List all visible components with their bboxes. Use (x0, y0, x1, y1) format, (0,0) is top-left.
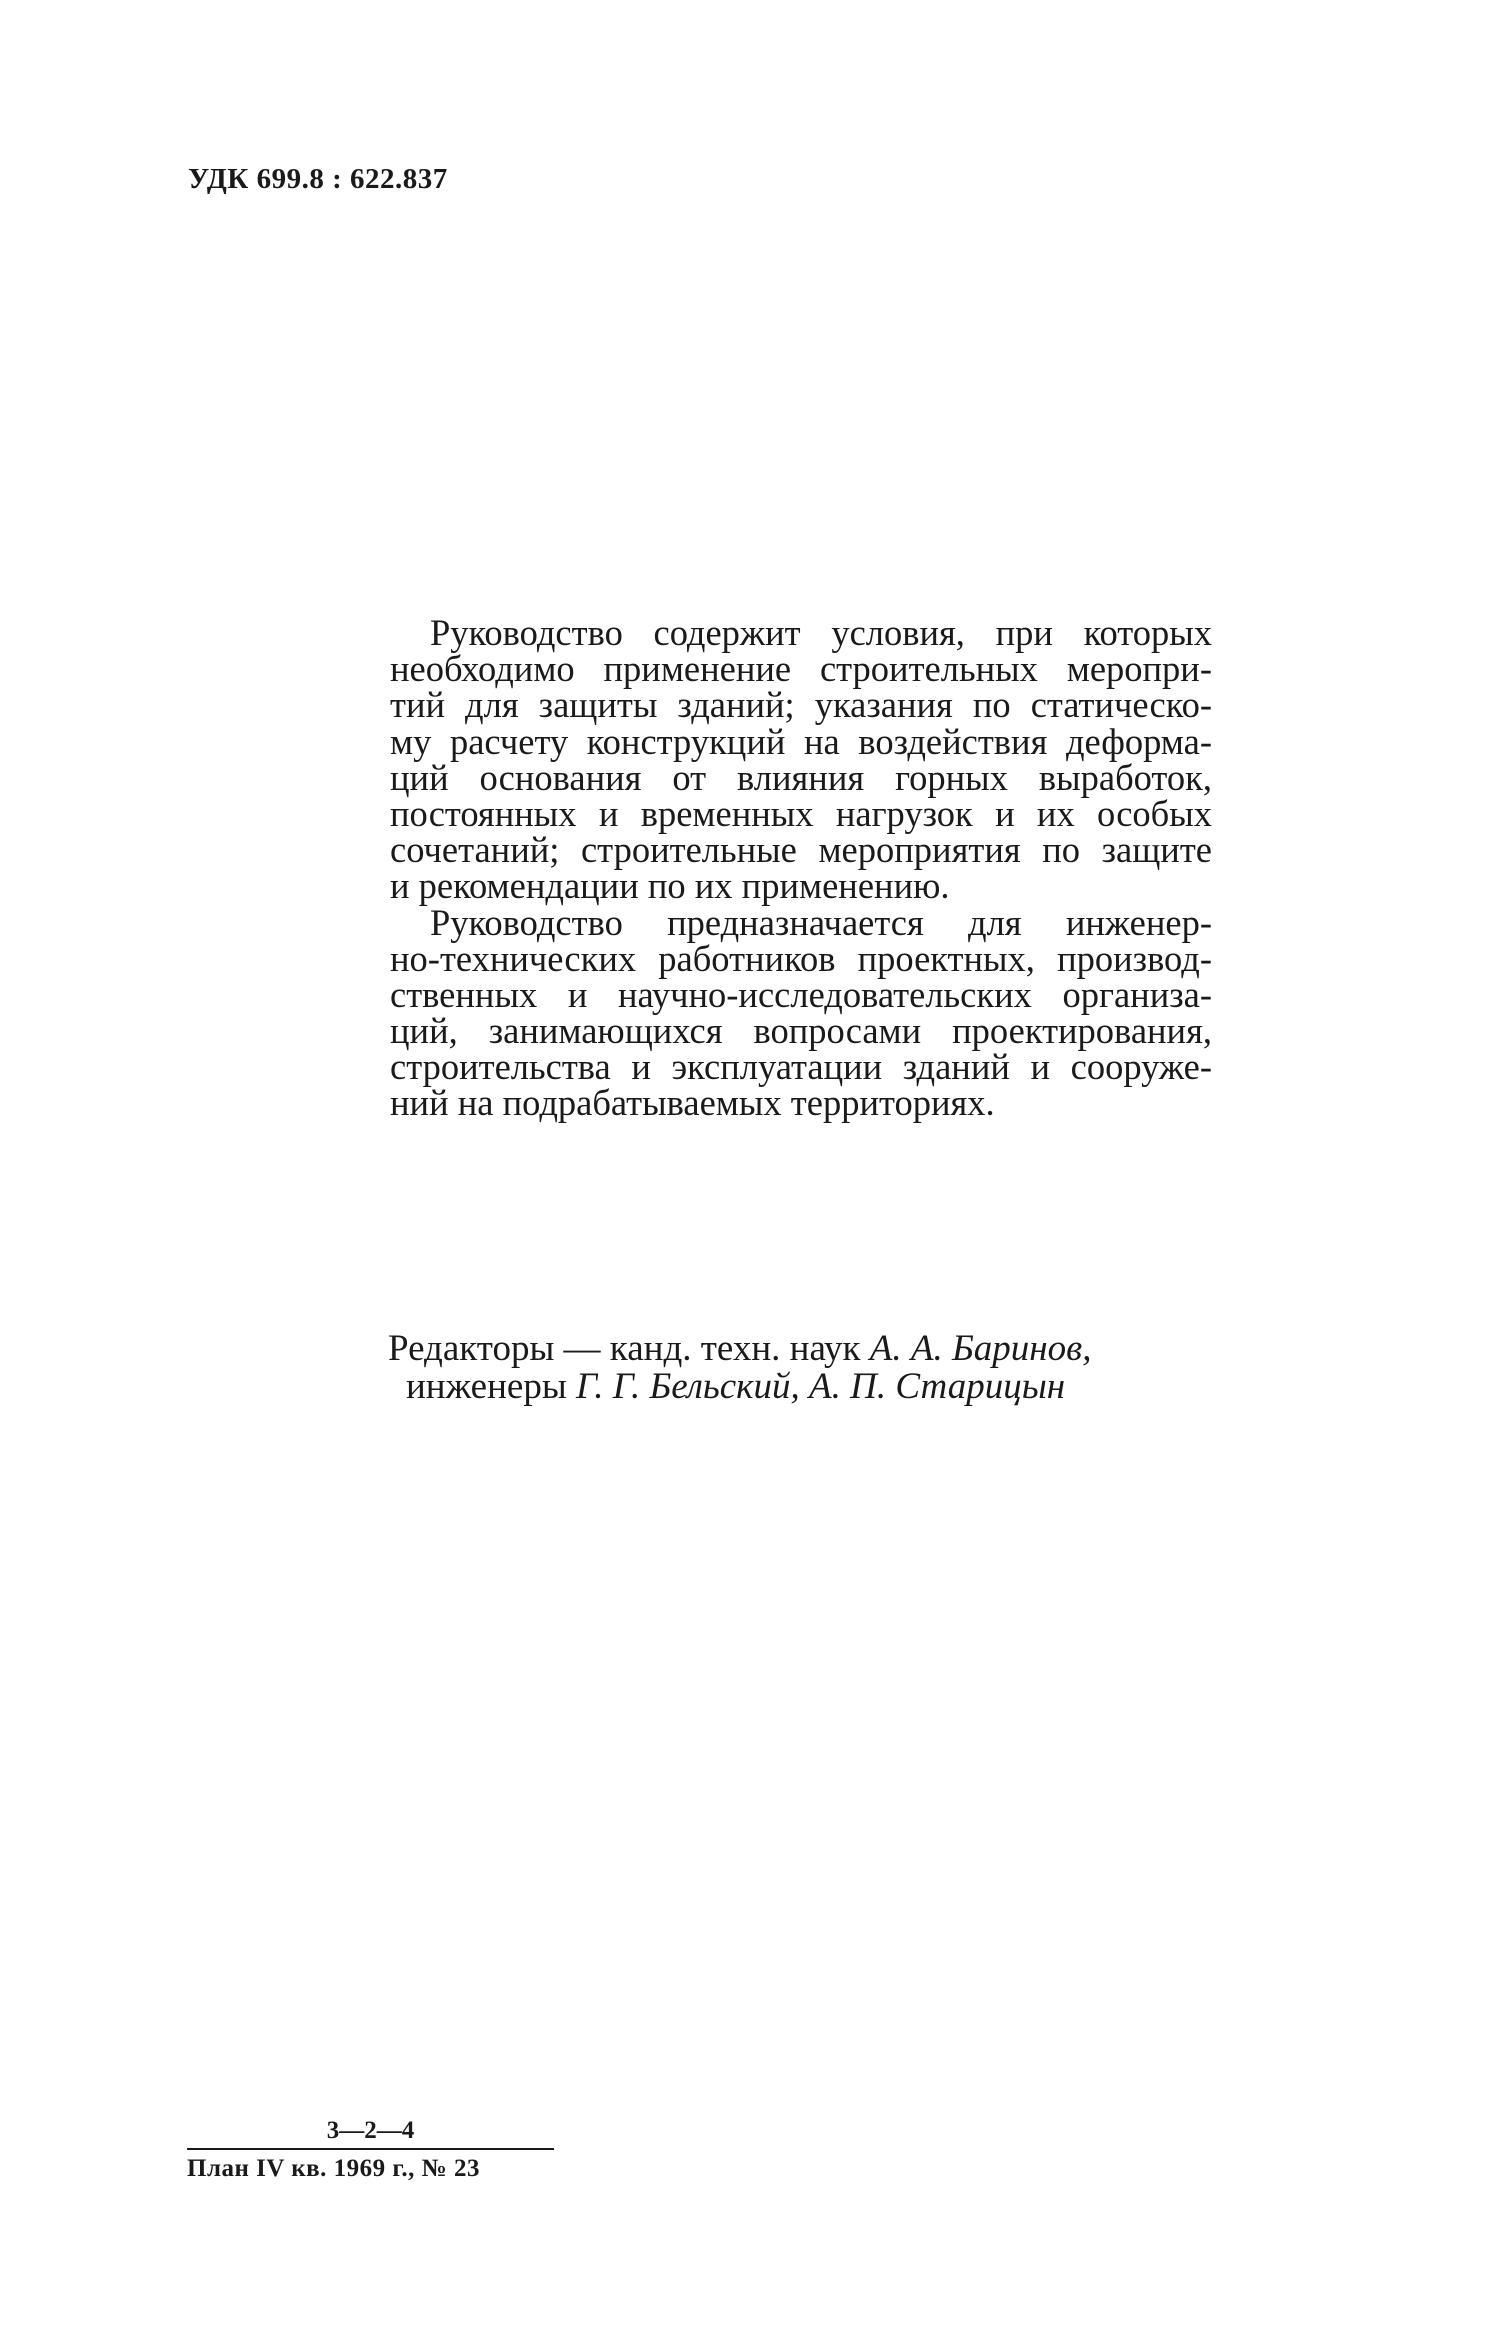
abstract-line: сочетаний; строительные мероприятия по защите (390, 829, 1212, 871)
udk-code: УДК 699.8 : 622.837 (188, 163, 448, 195)
abstract-line: и рекомендации по их применению. (390, 865, 950, 907)
imprint (187, 2116, 554, 2184)
abstract-line: ций основания от влияния горных выработок, (390, 756, 1212, 798)
abstract-line: необходимо применение строительных меропри- (390, 648, 1212, 690)
engineer-names: Г. Г. Бельский, А. П. Старицын (575, 1366, 1066, 1407)
abstract-line: ний на подрабатываемых территориях. (390, 1082, 995, 1124)
abstract-line: ций, занимающихся вопросами проектирования, (390, 1010, 1212, 1052)
editor-name: А. А. Баринов, (869, 1328, 1092, 1369)
abstract-line: тий для защиты зданий; указания по статическо- (390, 684, 1212, 726)
editors-line-2 (388, 1368, 1091, 1406)
abstract-line: строительства и эксплуатации зданий и сооруже- (390, 1046, 1212, 1088)
engineers-label: инженеры (406, 1366, 576, 1407)
abstract-line: но-технических работников проектных, производ- (390, 937, 1212, 979)
abstract-line: Руководство содержит условия, при которых (430, 612, 1212, 653)
publication-plan: План IV кв. 1969 г., № 23 (187, 2155, 481, 2182)
abstract-line: му расчету конструкций на воздействия деформа- (390, 720, 1212, 762)
abstract-line: ственных и научно-исследовательских организа- (390, 973, 1212, 1015)
editors-label: Редакторы — канд. техн. наук (388, 1328, 870, 1369)
editors-block (388, 1330, 1091, 1406)
abstract-line: Руководство предназначается для инженер- (430, 901, 1212, 943)
abstract-line: постоянных и временных нагрузок и их особых (390, 792, 1212, 834)
editors-line-1 (388, 1330, 1091, 1368)
publication-code: 3—2—4 (187, 2116, 554, 2150)
abstract (390, 612, 1212, 1124)
